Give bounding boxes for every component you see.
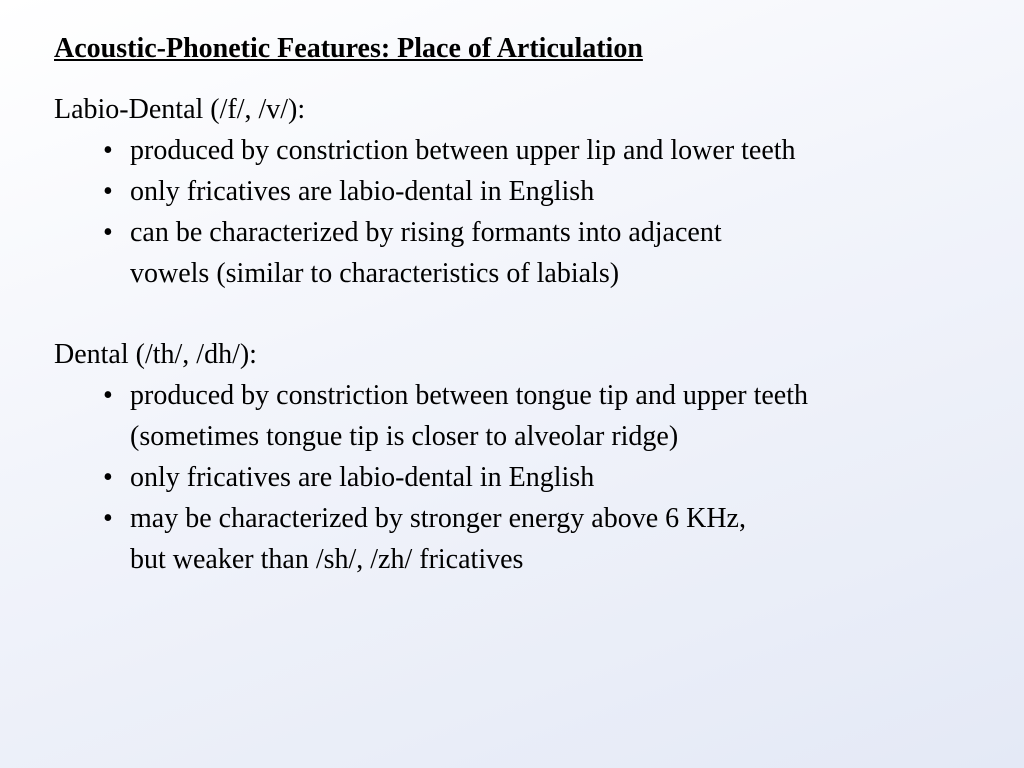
- bullet-item: [103, 171, 1004, 212]
- section-dental: [54, 335, 1004, 580]
- bullet-text: produced by constriction between upper lip and lower teeth: [130, 135, 796, 166]
- bullet-text: may be characterized by stronger energy above 6 KHz,: [130, 503, 746, 534]
- bullet-icon: •: [103, 503, 113, 534]
- slide-title: Acoustic-Phonetic Features: Place of Articulation: [54, 33, 643, 64]
- bullet-icon: •: [103, 135, 113, 166]
- bullet-text: produced by constriction between tongue tip and upper teeth: [130, 380, 809, 411]
- bullet-text: only fricatives are labio-dental in English: [130, 462, 595, 493]
- bullet-list: [54, 130, 1004, 294]
- bullet-icon: •: [103, 380, 113, 411]
- section-labio-dental: [54, 90, 1004, 294]
- bullet-item: [103, 457, 1004, 498]
- bullet-text-continuation: vowels (similar to characteristics of labials): [130, 258, 620, 289]
- bullet-text: can be characterized by rising formants into adjacent: [130, 217, 722, 248]
- bullet-item: [103, 130, 1004, 171]
- bullet-item: [103, 212, 1004, 294]
- bullet-icon: •: [103, 462, 113, 493]
- bullet-icon: •: [103, 217, 113, 248]
- bullet-text: only fricatives are labio-dental in English: [130, 176, 595, 207]
- bullet-icon: •: [103, 176, 113, 207]
- section-heading: Labio-Dental (/f/, /v/):: [54, 94, 306, 125]
- bullet-text-continuation: but weaker than /sh/, /zh/ fricatives: [130, 544, 524, 575]
- bullet-item: [103, 498, 1004, 580]
- slide: [54, 30, 1004, 580]
- bullet-item: [103, 375, 1004, 457]
- bullet-list: [54, 375, 1004, 580]
- section-heading: Dental (/th/, /dh/):: [54, 339, 257, 370]
- bullet-text-continuation: (sometimes tongue tip is closer to alveolar ridge): [130, 421, 679, 452]
